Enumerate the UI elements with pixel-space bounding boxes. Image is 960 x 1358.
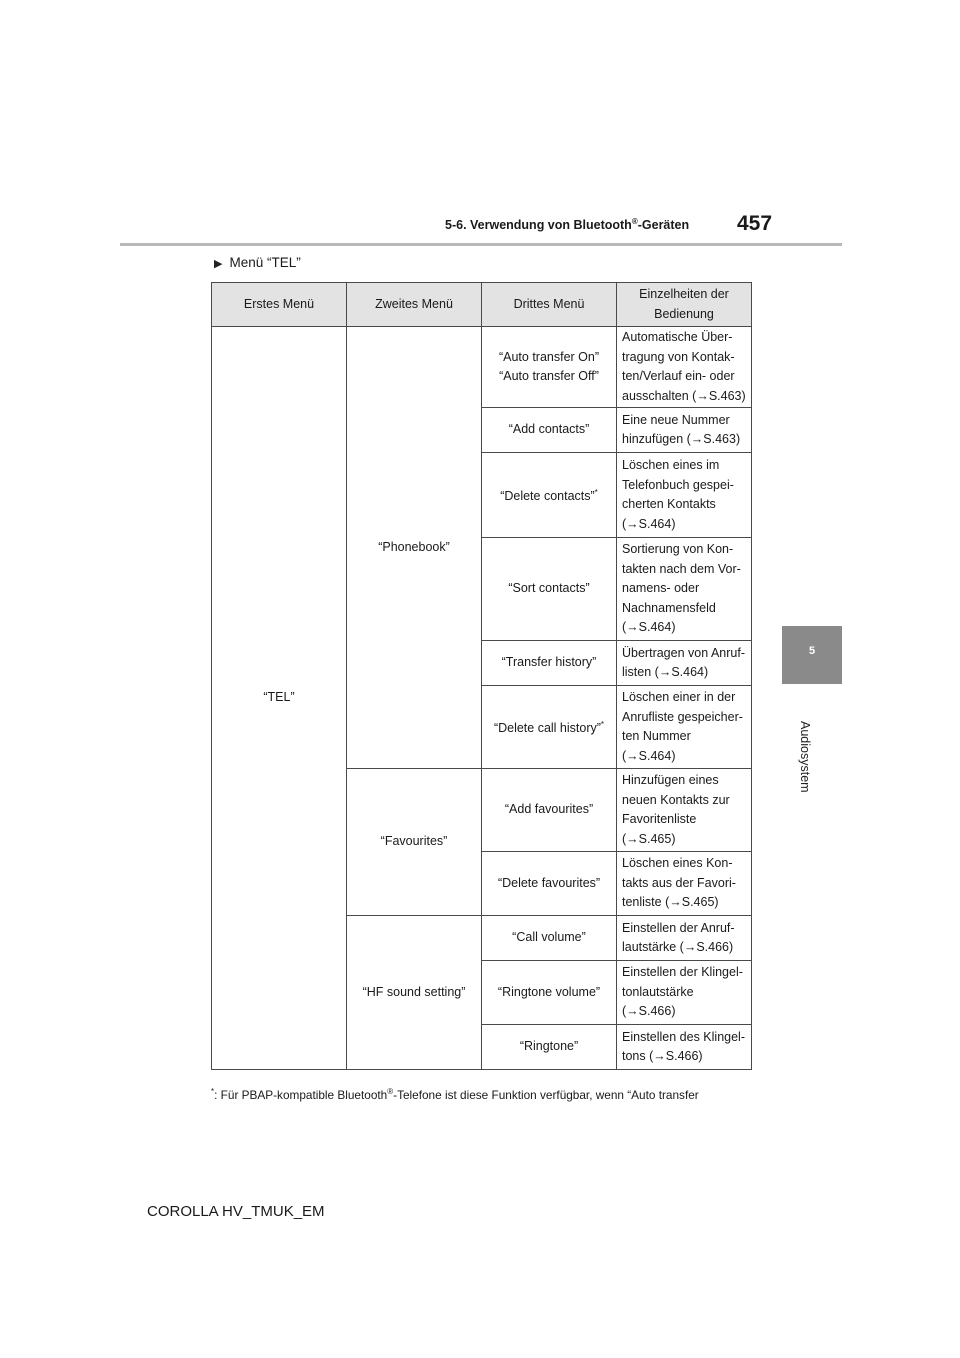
footnote-marker: * <box>211 1087 215 1096</box>
header-first-menu: Erstes Menü <box>212 283 347 327</box>
third-menu-cell: “Ringtone” <box>482 1025 617 1070</box>
table-row <box>212 327 752 408</box>
detail-cell: Einstellen der Klingel-tonlautstärke (→S.466) <box>617 961 752 1025</box>
first-menu-cell: “TEL” <box>212 327 347 1070</box>
second-menu-cell: “Favourites” <box>347 769 482 916</box>
page-number: 457 <box>737 212 773 235</box>
detail-cell: Löschen eines im Telefonbuch gespei-cherten Kontakts (→S.464) <box>617 453 752 538</box>
third-menu-cell: “Delete call history”* <box>482 686 617 769</box>
detail-cell: Sortierung von Kon-takten nach dem Vor-namens- oder Nachnamensfeld (→S.464) <box>617 538 752 641</box>
detail-cell: Löschen eines Kon-takts aus der Favori-tenliste (→S.465) <box>617 852 752 916</box>
menu-heading <box>214 255 301 270</box>
detail-cell: Übertragen von Anruf-listen (→S.464) <box>617 641 752 686</box>
header-third-menu: Drittes Menü <box>482 283 617 327</box>
asterisk-marker: * <box>600 720 605 730</box>
table-header-row <box>212 283 752 327</box>
detail-cell: Automatische Über-tragung von Kontak-ten/Verlauf ein- oder ausschalten (→S.463) <box>617 327 752 408</box>
third-menu-cell: “Auto transfer On” “Auto transfer Off” <box>482 327 617 408</box>
third-menu-cell: “Add contacts” <box>482 408 617 453</box>
footer-model-code: COROLLA HV_TMUK_EM <box>147 1203 325 1220</box>
detail-cell: Hinzufügen eines neuen Kontakts zur Favoritenliste (→S.465) <box>617 769 752 852</box>
header-divider <box>120 243 842 246</box>
chapter-tab: 5 <box>782 626 842 684</box>
menu-table <box>211 282 752 1070</box>
header-details: Einzelheiten der Bedienung <box>617 283 752 327</box>
third-menu-cell: “Ringtone volume” <box>482 961 617 1025</box>
triangle-bullet-icon: ▶ <box>214 258 223 270</box>
asterisk-marker: * <box>594 488 598 498</box>
menu-heading-text: Menü “TEL” <box>229 255 301 270</box>
section-title: 5-6. Verwendung von Bluetooth®-Geräten <box>445 217 690 233</box>
detail-cell: Einstellen des Klingel-tons (→S.466) <box>617 1025 752 1070</box>
chapter-label: Audiosystem <box>798 721 812 793</box>
third-menu-cell: “Transfer history” <box>482 641 617 686</box>
third-menu-cell: “Call volume” <box>482 916 617 961</box>
header-second-menu: Zweites Menü <box>347 283 482 327</box>
third-menu-cell: “Delete contacts”* <box>482 453 617 538</box>
third-menu-cell: “Delete favourites” <box>482 852 617 916</box>
second-menu-cell: “HF sound setting” <box>347 916 482 1070</box>
second-menu-cell: “Phonebook” <box>347 327 482 769</box>
third-menu-cell: “Add favourites” <box>482 769 617 852</box>
third-menu-cell: “Sort contacts” <box>482 538 617 641</box>
detail-cell: Löschen einer in der Anrufliste gespeicher-ten Nummer (→S.464) <box>617 686 752 769</box>
detail-cell: Eine neue Nummer hinzufügen (→S.463) <box>617 408 752 453</box>
footnote: *: Für PBAP-kompatible Bluetooth®-Telefone ist diese Funktion verfügbar, wenn “Auto transfer <box>211 1087 699 1102</box>
detail-cell: Einstellen der Anruf-lautstärke (→S.466) <box>617 916 752 961</box>
